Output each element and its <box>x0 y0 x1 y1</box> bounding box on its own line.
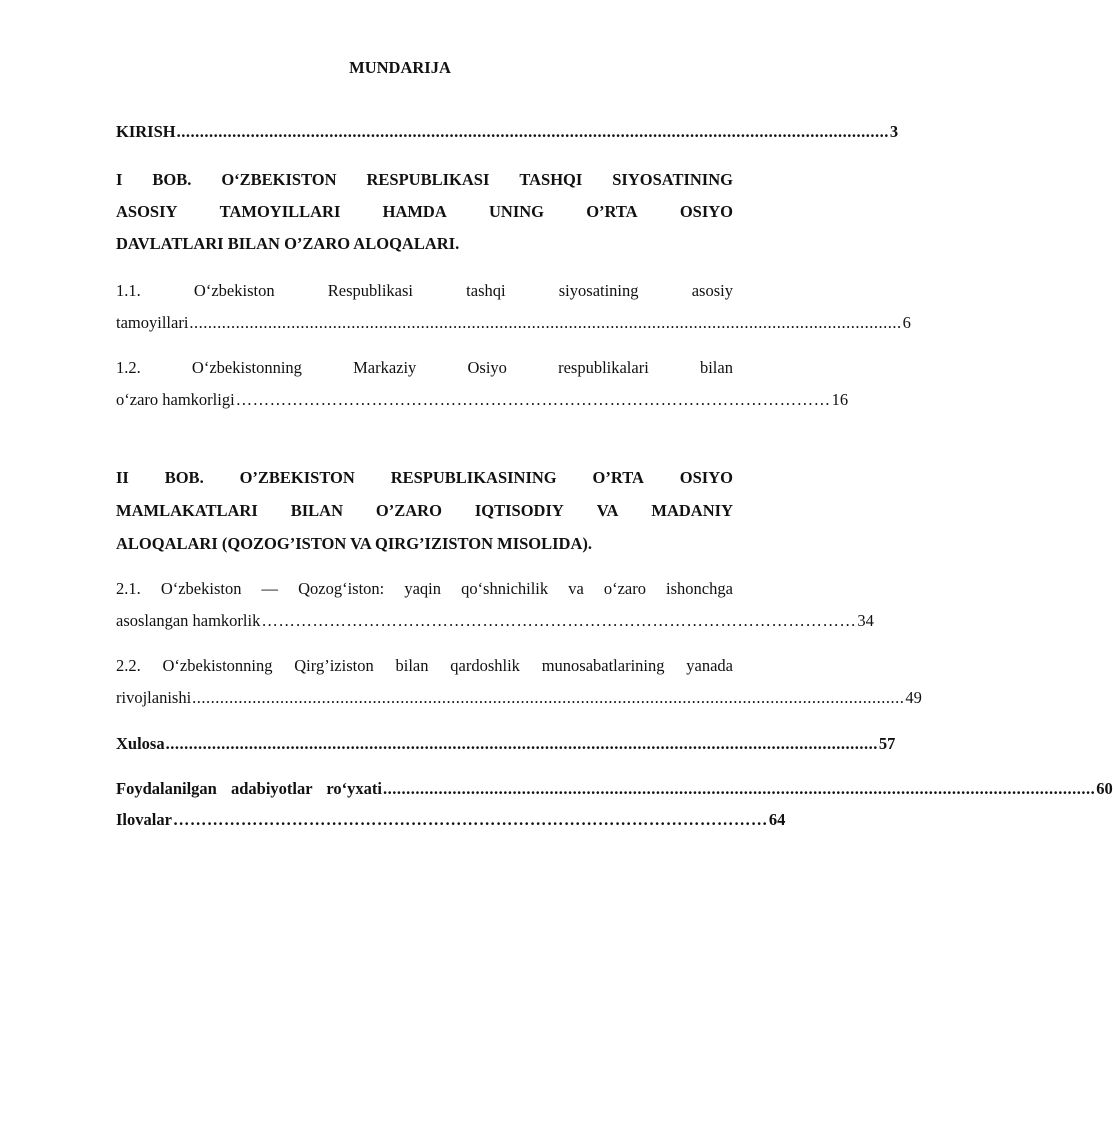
toc-entry-label: asoslangan hamkorlik <box>116 611 261 630</box>
dot-leader: …………………………………………………………………………………………… <box>235 390 831 409</box>
toc-entry-kirish[interactable] <box>116 122 899 142</box>
toc-entry-2-2[interactable] <box>116 656 922 708</box>
toc-entry-1-1[interactable] <box>116 281 911 333</box>
toc-entry-xulosa[interactable] <box>116 734 896 754</box>
chapter-heading-line: MAMLAKATLARI BILAN O’ZARO IQTISODIY VA MADANIY <box>116 501 733 520</box>
toc-page-number: 57 <box>878 734 896 753</box>
toc-entry-label: Xulosa <box>116 734 165 753</box>
chapter-heading-line: ASOSIY TAMOYILLARI HAMDA UNING O’RTA OSIYO <box>116 202 733 221</box>
toc-entry-ilovalar[interactable] <box>116 810 786 830</box>
toc-page-number: 49 <box>905 688 922 707</box>
chapter-heading-line: II BOB. O’ZBEKISTON RESPUBLIKASINING O’RTA OSIYO <box>116 468 733 487</box>
dot-leader: .......................................................................................................................................................... <box>176 122 889 141</box>
chapter-heading-line: I BOB. O‘ZBEKISTON RESPUBLIKASI TASHQI SIYOSATINING <box>116 170 733 189</box>
toc-entry-2-1[interactable] <box>116 579 874 631</box>
dot-leader: …………………………………………………………………………………………… <box>261 611 857 630</box>
page-title: MUNDARIJA <box>349 58 451 77</box>
dot-leader: .......................................................................................................................................................... <box>189 313 902 332</box>
toc-page-number: 16 <box>831 390 849 409</box>
toc-entry-line: 2.1. O‘zbekiston — Qozog‘iston: yaqin qo‘shnichilik va o‘zaro ishonchga <box>116 579 733 598</box>
toc-page-number: 3 <box>889 122 899 141</box>
toc-entry-adabiyotlar[interactable] <box>116 779 1113 799</box>
toc-page-number: 34 <box>857 611 874 630</box>
toc-page-number: 6 <box>902 313 911 332</box>
toc-entry-label: tamoyillari <box>116 313 189 332</box>
toc-entry-label: Foydalanilgan adabiyotlar ro‘yxati <box>116 779 383 798</box>
toc-chapter-1[interactable] <box>116 170 733 254</box>
toc-entry-label: rivojlanishi <box>116 688 192 707</box>
toc-entry-label: Ilovalar <box>116 810 172 829</box>
dot-leader: …………………………………………………………………………………………… <box>172 810 768 829</box>
toc-entry-line: 2.2. O‘zbekistonning Qirg’iziston bilan qardoshlik munosabatlarining yanada <box>116 656 733 675</box>
dot-leader: .......................................................................................................................................................... <box>165 734 878 753</box>
toc-entry-label: KIRISH <box>116 122 176 141</box>
dot-leader: .......................................................................................................................................................... <box>192 688 905 707</box>
toc-entry-1-2[interactable] <box>116 358 849 410</box>
toc-entry-line: 1.1. O‘zbekiston Respublikasi tashqi siyosatining asosiy <box>116 281 733 300</box>
chapter-heading-line: ALOQALARI (QOZOG’ISTON VA QIRG’IZISTON MISOLIDA). <box>116 534 593 553</box>
dot-leader: .......................................................................................................................................................... <box>383 779 1096 798</box>
toc-page-number: 64 <box>768 810 786 829</box>
chapter-heading-line: DAVLATLARI BILAN O’ZARO ALOQALARI. <box>116 234 460 253</box>
toc-entry-line: 1.2. O‘zbekistonning Markaziy Osiyo respublikalari bilan <box>116 358 733 377</box>
toc-page-number: 60 <box>1096 779 1113 798</box>
toc-chapter-2[interactable] <box>116 468 733 554</box>
toc-entry-label: o‘zaro hamkorligi <box>116 390 235 409</box>
